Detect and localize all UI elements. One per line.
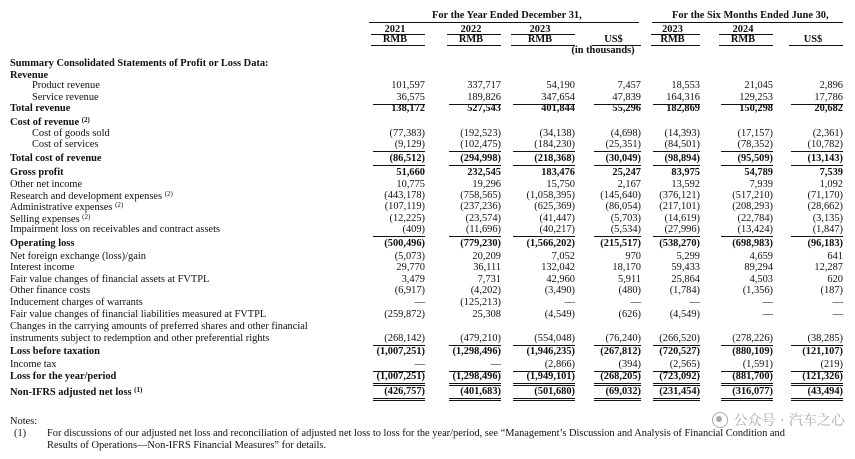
- cell-value: (9,129): [394, 139, 425, 150]
- cell-double-underline: [594, 400, 641, 401]
- cell-value: (1,058,395): [526, 190, 575, 201]
- cell-value: 401,844: [541, 103, 575, 114]
- cell-value: (13,424): [737, 224, 773, 235]
- row-label: [32, 128, 110, 139]
- cell-value: (23,574): [465, 213, 501, 224]
- cell-value: 2,896: [819, 80, 843, 91]
- row-label-text: Research and development expenses: [10, 191, 163, 202]
- cell-underline: [373, 398, 425, 399]
- cell-value: (723,092): [659, 371, 700, 382]
- cell-value: (78,352): [737, 139, 773, 150]
- cell-value: (316,077): [732, 386, 773, 397]
- cell-value: (86,054): [605, 201, 641, 212]
- cell-value: (1,949,101): [526, 371, 575, 382]
- cell-value: 4,503: [749, 274, 773, 285]
- cell-value: (102,475): [460, 139, 501, 150]
- watermark: [712, 410, 845, 430]
- cell-underline: [721, 383, 773, 384]
- cell-value: (5,073): [394, 251, 425, 262]
- cell-value: (13,143): [807, 153, 843, 164]
- cell-value: (28,662): [807, 201, 843, 212]
- cell-value: (4,549): [669, 309, 700, 320]
- row-label-text: Other net income: [10, 179, 83, 190]
- footnote-ref: (2): [82, 213, 91, 221]
- cell-value: 347,654: [541, 92, 575, 103]
- cell-value: 54,789: [744, 167, 773, 178]
- row-label: [10, 321, 308, 332]
- header-rule-six: [652, 22, 843, 23]
- cell-value: (30,049): [605, 153, 641, 164]
- row-label: [10, 224, 220, 235]
- cell-underline: [513, 151, 575, 152]
- cell-value: 164,316: [666, 92, 700, 103]
- cell-value: (95,509): [737, 153, 773, 164]
- cell-underline: [373, 383, 425, 384]
- cell-value: 641: [827, 251, 843, 262]
- row-label: [10, 103, 70, 114]
- row-label: [10, 201, 123, 213]
- cell-underline: [653, 236, 700, 237]
- cell-value: (4,202): [470, 285, 501, 296]
- cell-value: (145,640): [600, 190, 641, 201]
- cell-double-underline: [449, 400, 501, 401]
- watermark-text: 公众号 · 汽车之心: [733, 413, 845, 429]
- cell-value: (266,520): [659, 333, 700, 344]
- cell-value: (10,782): [807, 139, 843, 150]
- cell-value: (554,048): [534, 333, 575, 344]
- cell-value: (268,142): [384, 333, 425, 344]
- cell-value: (27,996): [664, 224, 700, 235]
- cell-value: (758,565): [460, 190, 501, 201]
- row-label-text: Operating loss: [10, 238, 75, 249]
- row-label-text: Net foreign exchange (loss)/gain: [10, 251, 146, 262]
- cell-value: (1,298,496): [452, 371, 501, 382]
- cell-value: (187): [820, 285, 843, 296]
- row-label-text: Fair value changes of financial assets at FVTPL: [10, 274, 210, 285]
- cell-value: —: [414, 359, 425, 370]
- cell-value: (71,170): [807, 190, 843, 201]
- cell-value: 59,433: [671, 262, 700, 273]
- cell-value: (98,894): [664, 153, 700, 164]
- cell-value: (6,917): [394, 285, 425, 296]
- cell-value: (208,293): [732, 201, 773, 212]
- cell-value: 13,592: [671, 179, 700, 190]
- row-label: [32, 92, 99, 103]
- cell-underline: [449, 151, 501, 152]
- row-label-text: Non-IFRS adjusted net loss: [10, 387, 132, 398]
- wechat-icon: [712, 412, 728, 428]
- header-currency: RMB: [660, 34, 685, 45]
- cell-value: (1,298,496): [452, 346, 501, 357]
- cell-underline: [721, 151, 773, 152]
- cell-value: (1,591): [742, 359, 773, 370]
- row-label-text: Cost of revenue: [10, 117, 80, 128]
- row-label-text: Other finance costs: [10, 285, 91, 296]
- cell-value: 17,786: [814, 92, 843, 103]
- cell-value: 83,975: [671, 167, 700, 178]
- footnote-ref: (2): [115, 201, 124, 209]
- cell-value: (38,285): [807, 333, 843, 344]
- cell-value: (267,812): [600, 346, 641, 357]
- row-label: [10, 179, 82, 190]
- cell-underline: [721, 165, 773, 166]
- cell-value: (500,496): [384, 238, 425, 249]
- cell-value: (2,565): [669, 359, 700, 370]
- cell-value: (86,512): [389, 153, 425, 164]
- row-label: [10, 167, 64, 178]
- cell-value: (22,784): [737, 213, 773, 224]
- row-label: [10, 386, 142, 398]
- cell-value: 527,543: [467, 103, 501, 114]
- cell-value: —: [689, 297, 700, 308]
- row-label-text: Impairment loss on receivables and contract assets: [10, 224, 221, 235]
- row-label: [10, 371, 116, 382]
- cell-value: (2,361): [812, 128, 843, 139]
- row-label: [32, 139, 98, 150]
- cell-value: 19,296: [472, 179, 501, 190]
- row-label-text: Cost of goods sold: [32, 128, 110, 139]
- row-label: [10, 359, 56, 370]
- row-label-text: Income tax: [10, 359, 57, 370]
- cell-value: (215,517): [600, 238, 641, 249]
- note-marker: (1): [14, 428, 27, 439]
- cell-double-underline: [791, 400, 843, 401]
- cell-value: 7,052: [551, 251, 575, 262]
- cell-value: (881,700): [732, 371, 773, 382]
- header-currency: RMB: [382, 34, 408, 45]
- cell-underline: [449, 236, 501, 237]
- cell-value: —: [490, 359, 501, 370]
- cell-value: (231,454): [659, 386, 700, 397]
- unit-note: (in thousands): [571, 45, 635, 56]
- cell-value: (3,135): [812, 213, 843, 224]
- cell-underline: [594, 236, 641, 237]
- cell-value: 21,045: [744, 80, 773, 91]
- cell-value: (698,983): [732, 238, 773, 249]
- row-label: [10, 285, 90, 296]
- cell-value: (192,523): [460, 128, 501, 139]
- cell-value: 3,479: [401, 274, 425, 285]
- cell-value: 54,190: [546, 80, 575, 91]
- cell-value: (96,183): [807, 238, 843, 249]
- cell-value: (217,101): [659, 201, 700, 212]
- row-label: [10, 251, 146, 262]
- cell-underline: [653, 165, 700, 166]
- header-currency: RMB: [458, 34, 484, 45]
- cell-underline: [791, 383, 843, 384]
- header-currency-rule: [719, 45, 773, 46]
- cell-value: 12,287: [814, 262, 843, 273]
- cell-value: (1,007,251): [376, 346, 425, 357]
- row-label-text: Service revenue: [32, 92, 99, 103]
- row-label-text: Changes in the carrying amounts of preferred shares and other financial: [10, 321, 308, 332]
- cell-value: (443,178): [384, 190, 425, 201]
- cell-value: (1,007,251): [376, 371, 425, 382]
- cell-value: (625,369): [534, 201, 575, 212]
- header-currency: RMB: [527, 34, 553, 45]
- row-label: [10, 262, 74, 273]
- cell-underline: [653, 383, 700, 384]
- cell-value: (43,494): [807, 386, 843, 397]
- row-label-text: Inducement charges of warrants: [10, 297, 143, 308]
- cell-value: 138,172: [391, 103, 425, 114]
- header-rule-year: [369, 22, 639, 23]
- cell-value: (125,213): [460, 297, 501, 308]
- header-currency-rule: [651, 45, 700, 46]
- cell-value: (17,157): [737, 128, 773, 139]
- cell-value: 36,111: [473, 262, 501, 273]
- cell-value: (1,847): [812, 224, 843, 235]
- row-label: [10, 238, 74, 249]
- cell-value: —: [414, 297, 425, 308]
- cell-value: 47,839: [612, 92, 641, 103]
- footnote-ref: (2): [81, 116, 90, 124]
- cell-value: (218,368): [534, 153, 575, 164]
- header-group-year: For the Year Ended December 31,: [432, 10, 582, 21]
- cell-value: 18,170: [612, 262, 641, 273]
- cell-value: 4,659: [749, 251, 773, 262]
- cell-value: (2,866): [544, 359, 575, 370]
- header-currency-rule: [789, 45, 843, 46]
- cell-value: 25,247: [612, 167, 641, 178]
- cell-underline: [721, 236, 773, 237]
- cell-double-underline: [513, 400, 575, 401]
- cell-value: 7,457: [617, 80, 641, 91]
- cell-value: (268,205): [600, 371, 641, 382]
- cell-underline: [791, 236, 843, 237]
- header-currency: RMB: [730, 34, 756, 45]
- cell-value: (394): [618, 359, 641, 370]
- cell-double-underline: [653, 400, 700, 401]
- row-label: [10, 153, 102, 164]
- cell-value: 42,960: [546, 274, 575, 285]
- row-label-text: Total revenue: [10, 103, 71, 114]
- cell-value: (107,119): [384, 201, 425, 212]
- cell-value: 5,299: [676, 251, 700, 262]
- cell-value: 5,911: [618, 274, 641, 285]
- cell-value: (401,683): [460, 386, 501, 397]
- cell-underline: [513, 165, 575, 166]
- cell-value: 10,775: [396, 179, 425, 190]
- section-title: Summary Consolidated Statements of Profit or Loss Data:: [10, 58, 269, 69]
- cell-underline: [513, 236, 575, 237]
- cell-value: 183,476: [541, 167, 575, 178]
- header-year: 2022: [460, 24, 482, 35]
- row-label: [32, 80, 100, 91]
- cell-value: 18,553: [671, 80, 700, 91]
- cell-value: —: [762, 309, 773, 320]
- cell-value: (121,107): [802, 346, 843, 357]
- row-label-text: Total cost of revenue: [10, 153, 102, 164]
- note-text-line1: For discussions of our adjusted net loss and reconciliation of adjusted net loss to loss for the year/period, see “Management’s Discussion and Analysis of Financial Condition and: [47, 428, 785, 439]
- cell-value: 36,575: [396, 92, 425, 103]
- row-label-text: Gross profit: [10, 167, 64, 178]
- cell-double-underline: [721, 400, 773, 401]
- row-label-text: Loss before taxation: [10, 346, 100, 357]
- cell-value: (1,946,235): [526, 346, 575, 357]
- header-year: 2023: [529, 24, 551, 35]
- cell-value: (880,109): [732, 346, 773, 357]
- cell-value: (5,703): [610, 213, 641, 224]
- cell-value: (11,696): [465, 224, 501, 235]
- cell-value: (479,210): [460, 333, 501, 344]
- cell-value: 2,167: [617, 179, 641, 190]
- cell-value: (237,236): [460, 201, 501, 212]
- cell-value: (376,121): [659, 190, 700, 201]
- cell-value: 25,308: [472, 309, 501, 320]
- cell-value: (14,393): [664, 128, 700, 139]
- cell-underline: [791, 165, 843, 166]
- cell-value: 132,042: [541, 262, 575, 273]
- row-label-text: Product revenue: [32, 80, 100, 91]
- cell-value: (779,230): [460, 238, 501, 249]
- cell-value: (1,784): [669, 285, 700, 296]
- note-text-line2: Results of Operations—Non-IFRS Financial Measures” for details.: [47, 440, 327, 451]
- cell-value: 55,296: [612, 103, 641, 114]
- cell-underline: [721, 398, 773, 399]
- cell-underline: [791, 398, 843, 399]
- cell-underline: [594, 398, 641, 399]
- cell-value: (1,566,202): [526, 238, 575, 249]
- cell-underline: [449, 383, 501, 384]
- cell-underline: [594, 151, 641, 152]
- row-label: [10, 297, 143, 308]
- cell-value: (12,225): [389, 213, 425, 224]
- cell-value: 620: [827, 274, 843, 285]
- cell-value: (184,230): [534, 139, 575, 150]
- cell-value: 29,770: [396, 262, 425, 273]
- cell-value: (259,872): [384, 309, 425, 320]
- cell-value: (14,619): [664, 213, 700, 224]
- cell-value: 182,869: [666, 103, 700, 114]
- cell-value: (517,210): [732, 190, 773, 201]
- row-label-text: Loss for the year/period: [10, 371, 117, 382]
- cell-value: 7,731: [477, 274, 501, 285]
- cell-value: (40,217): [539, 224, 575, 235]
- row-label-text: Administrative expenses: [10, 202, 113, 213]
- cell-value: 189,826: [467, 92, 501, 103]
- header-currency: US$: [604, 34, 623, 45]
- row-label: [10, 116, 90, 128]
- cell-value: 7,939: [749, 179, 773, 190]
- cell-underline: [594, 383, 641, 384]
- cell-value: (121,326): [802, 371, 843, 382]
- cell-underline: [373, 236, 425, 237]
- cell-value: (4,698): [610, 128, 641, 139]
- cell-value: (294,998): [460, 153, 501, 164]
- cell-underline: [449, 398, 501, 399]
- header-group-six-months: For the Six Months Ended June 30,: [672, 10, 829, 21]
- row-label-text: Interest income: [10, 262, 75, 273]
- cell-value: (626): [618, 309, 641, 320]
- footnote-ref: (2): [164, 190, 173, 198]
- cell-value: (538,270): [659, 238, 700, 249]
- cell-value: (69,032): [605, 386, 641, 397]
- cell-value: 89,294: [744, 262, 773, 273]
- cell-value: —: [832, 309, 843, 320]
- cell-underline: [513, 398, 575, 399]
- row-label-text: Fair value changes of financial liabilities measured at FVTPL: [10, 309, 267, 320]
- cell-value: (77,383): [389, 128, 425, 139]
- row-label-text: Selling expenses: [10, 214, 80, 225]
- cell-value: 101,597: [391, 80, 425, 91]
- cell-double-underline: [373, 400, 425, 401]
- footnote-ref: (1): [134, 386, 143, 394]
- cell-value: (25,351): [605, 139, 641, 150]
- cell-value: (34,138): [539, 128, 575, 139]
- cell-value: (76,240): [605, 333, 641, 344]
- row-label: [10, 309, 266, 320]
- cell-underline: [373, 151, 425, 152]
- cell-value: —: [762, 297, 773, 308]
- header-year: 2024: [732, 24, 754, 35]
- cell-underline: [373, 165, 425, 166]
- row-label: [10, 274, 209, 285]
- cell-value: 337,717: [467, 80, 501, 91]
- header-currency-rule: [371, 45, 425, 46]
- cell-value: —: [564, 297, 575, 308]
- cell-value: (480): [618, 285, 641, 296]
- cell-value: 15,750: [546, 179, 575, 190]
- row-label-text: Revenue: [10, 70, 49, 81]
- cell-value: —: [832, 297, 843, 308]
- cell-value: —: [630, 297, 641, 308]
- row-label: [10, 346, 100, 357]
- row-label-text: Cost of services: [32, 139, 99, 150]
- cell-underline: [449, 165, 501, 166]
- cell-value: 20,209: [472, 251, 501, 262]
- cell-value: 129,253: [739, 92, 773, 103]
- row-label-continued: instruments subject to redemption and other preferential rights: [10, 333, 270, 344]
- cell-value: 7,539: [819, 167, 843, 178]
- cell-value: 232,545: [467, 167, 501, 178]
- cell-value: 1,092: [819, 179, 843, 190]
- cell-value: (720,527): [659, 346, 700, 357]
- cell-value: (84,501): [664, 139, 700, 150]
- cell-value: (426,757): [384, 386, 425, 397]
- cell-value: 150,298: [739, 103, 773, 114]
- cell-underline: [791, 151, 843, 152]
- notes-title: Notes:: [10, 416, 38, 427]
- cell-underline: [594, 165, 641, 166]
- cell-value: 51,660: [396, 167, 425, 178]
- cell-value: (4,549): [544, 309, 575, 320]
- cell-value: (278,226): [732, 333, 773, 344]
- cell-value: (3,490): [544, 285, 575, 296]
- cell-underline: [513, 383, 575, 384]
- cell-value: (41,447): [539, 213, 575, 224]
- cell-value: (409): [402, 224, 425, 235]
- cell-value: 970: [625, 251, 641, 262]
- header-year: 2023: [662, 24, 683, 35]
- header-currency: US$: [803, 34, 823, 45]
- header-currency-rule: [447, 45, 501, 46]
- header-year: 2021: [384, 24, 406, 35]
- cell-underline: [653, 398, 700, 399]
- cell-underline: [653, 151, 700, 152]
- cell-value: (1,356): [742, 285, 773, 296]
- cell-value: 20,682: [814, 103, 843, 114]
- cell-value: (219): [820, 359, 843, 370]
- cell-value: (501,680): [534, 386, 575, 397]
- cell-value: (5,534): [610, 224, 641, 235]
- cell-value: 25,864: [671, 274, 700, 285]
